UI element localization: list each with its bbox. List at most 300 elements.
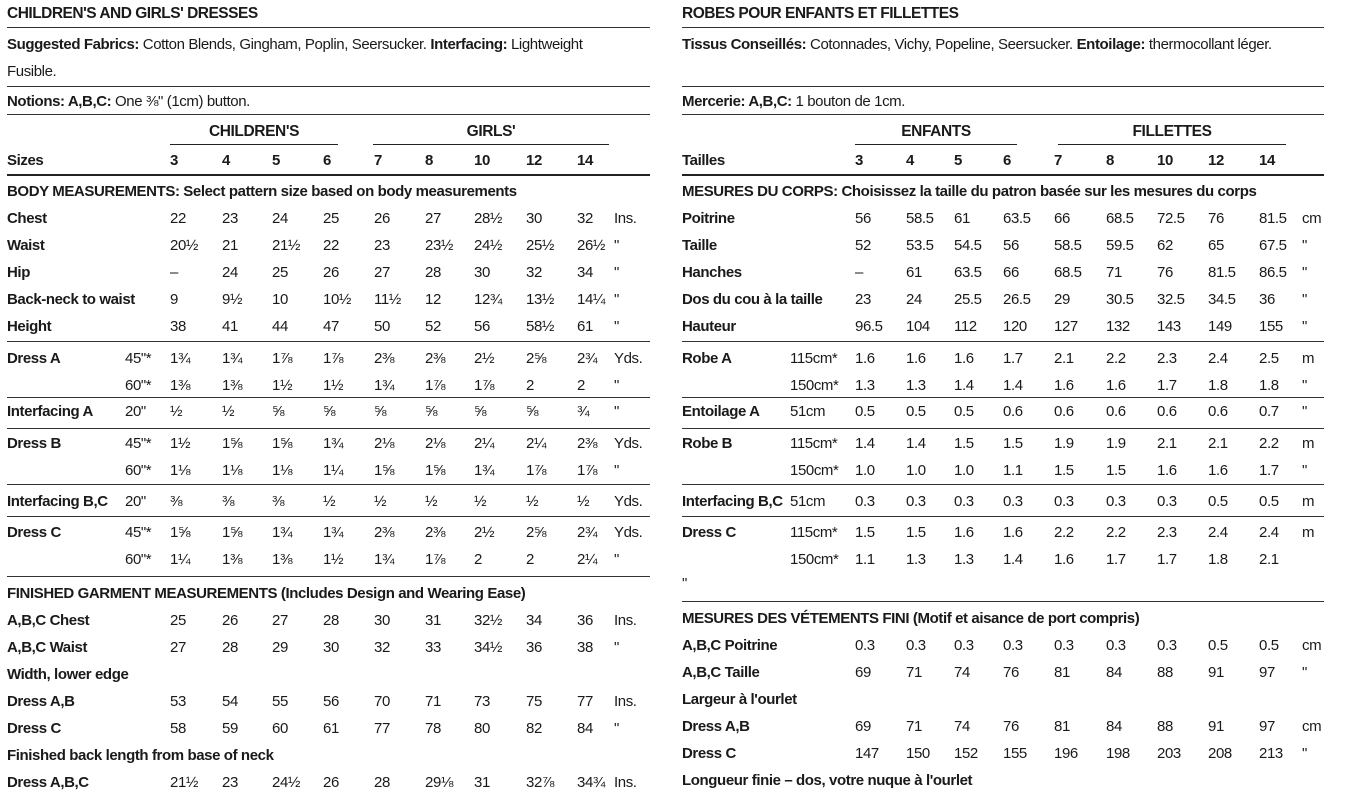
size-column-header: 4 (906, 152, 914, 169)
row-label: Hip (7, 264, 30, 281)
row-label: Poitrine (682, 210, 735, 227)
table-row (682, 740, 1324, 767)
cell-value: 56 (855, 210, 871, 227)
cell-value: 1¾ (474, 462, 495, 479)
cell-value: 65 (1208, 237, 1224, 254)
cell-value: 2⅜ (425, 524, 446, 541)
english-size-chart (7, 0, 650, 796)
table-row (7, 398, 650, 425)
cell-value: 27 (272, 612, 288, 629)
row-label: Interfacing B,C (682, 493, 783, 510)
row-label: Dos du cou à la taille (682, 291, 823, 308)
cell-value: 80 (474, 720, 490, 737)
table-row (682, 313, 1324, 340)
section-heading (682, 605, 1324, 632)
unit-label: " (614, 639, 619, 656)
cell-value: 1.6 (1157, 462, 1177, 479)
cell-value: 25½ (526, 237, 554, 254)
cell-value: 1⅝ (222, 524, 243, 541)
unit-label: " (614, 291, 619, 308)
cell-value: 1.8 (1259, 377, 1279, 394)
cell-value: 38 (577, 639, 593, 656)
cell-value: 213 (1259, 745, 1283, 762)
cell-value: 2⅛ (425, 435, 446, 452)
fabric-width: 51cm (790, 493, 826, 510)
cell-value: 2⅝ (526, 350, 547, 367)
unit-label: " (1302, 264, 1307, 281)
section-heading (682, 178, 1324, 205)
cell-value: – (170, 264, 178, 281)
cell-value: 52 (425, 318, 441, 335)
cell-value: 0.6 (1003, 403, 1023, 420)
table-row (7, 488, 650, 515)
divider (682, 484, 1324, 485)
cell-value: ⅝ (323, 403, 336, 420)
cell-value: 20½ (170, 237, 198, 254)
cell-value: 1.5 (1003, 435, 1023, 452)
divider (7, 576, 650, 577)
table-row (682, 546, 1324, 573)
unit-label: " (1302, 462, 1307, 479)
section-heading (682, 767, 1324, 794)
cell-value: 0.5 (1259, 493, 1279, 510)
cell-value: ½ (526, 493, 539, 510)
cell-value: 61 (906, 264, 922, 281)
table-row (682, 372, 1324, 399)
divider (682, 27, 1324, 28)
cell-value: 58 (170, 720, 186, 737)
row-label: Height (7, 318, 52, 335)
cell-value: 34¾ (577, 774, 605, 791)
cell-value: 26.5 (1003, 291, 1031, 308)
fabric-width: 60"* (125, 462, 152, 479)
cell-value: 0.3 (1003, 637, 1023, 654)
cell-value: 1.5 (855, 524, 875, 541)
unit-label: " (1302, 745, 1307, 762)
row-label: A,B,C Chest (7, 612, 90, 629)
group-header-girls: FILLETTES (1058, 120, 1286, 145)
cell-value: 1¼ (323, 462, 344, 479)
cell-value: 91 (1208, 664, 1224, 681)
cell-value: ⅝ (474, 403, 487, 420)
table-row (682, 232, 1324, 259)
divider (682, 114, 1324, 115)
cell-value: 97 (1259, 664, 1275, 681)
cell-value: 1.5 (1106, 462, 1126, 479)
cell-value: 31 (474, 774, 490, 791)
notions-note: Notions: A,B,C: One ⅜" (1cm) button. (7, 93, 250, 110)
cell-value: 26 (323, 264, 339, 281)
cell-value: 1.3 (906, 377, 926, 394)
unit-label: " (614, 403, 619, 420)
cell-value: 1¾ (374, 377, 395, 394)
unit-label: Yds. (614, 435, 643, 452)
cell-value: 2.2 (1106, 524, 1126, 541)
cell-value: 27 (374, 264, 390, 281)
cell-value: 1⅞ (526, 462, 547, 479)
cell-value: 77 (374, 720, 390, 737)
cell-value: 1.6 (906, 350, 926, 367)
cell-value: 32⅞ (526, 774, 554, 791)
cell-value: 11½ (374, 291, 401, 308)
cell-value: 28 (425, 264, 441, 281)
cell-value: 56 (323, 693, 339, 710)
section-heading (7, 178, 650, 205)
cell-value: 24 (222, 264, 238, 281)
cell-value: 1⅝ (222, 435, 243, 452)
fabric-width: 115cm* (790, 524, 838, 541)
size-column-header: 12 (526, 152, 542, 169)
cell-value: ½ (323, 493, 336, 510)
cell-value: 54 (222, 693, 238, 710)
divider (7, 341, 650, 342)
fabric-width: 60"* (125, 377, 152, 394)
cell-value: 63.5 (1003, 210, 1031, 227)
cell-value: 41 (222, 318, 238, 335)
row-label: Dress C (682, 745, 736, 762)
divider (7, 484, 650, 485)
cell-value: 1.3 (855, 377, 875, 394)
cell-value: 2⅜ (425, 350, 446, 367)
cell-value: ⅝ (425, 403, 438, 420)
cell-value: 2⅜ (374, 524, 395, 541)
cell-value: 1⅜ (272, 551, 293, 568)
cell-value: 2.4 (1259, 524, 1279, 541)
row-label: Robe B (682, 435, 733, 452)
unit-label: " (614, 318, 619, 335)
cell-value: 21 (222, 237, 238, 254)
cell-value: 67.5 (1259, 237, 1287, 254)
cell-value: 1.6 (1003, 524, 1023, 541)
table-row (7, 634, 650, 661)
cell-value: 1.9 (1106, 435, 1126, 452)
cell-value: 81 (1054, 718, 1070, 735)
cell-value: 23 (374, 237, 390, 254)
cell-value: 97 (1259, 718, 1275, 735)
fabric-width: 150cm* (790, 551, 839, 568)
cell-value: 1⅛ (170, 462, 191, 479)
cell-value: 1.3 (906, 551, 926, 568)
fabrics-note: Tissus Conseillés: Cotonnades, Vichy, Popeline, Seersucker. Entoilage: thermocollant léger. (682, 36, 1272, 53)
cell-value: 13½ (526, 291, 554, 308)
cell-value: 1.4 (1003, 377, 1023, 394)
fabric-width: 115cm* (790, 435, 838, 452)
cell-value: 23 (222, 774, 238, 791)
cell-value: 68.5 (1106, 210, 1134, 227)
cell-value: 2½ (474, 524, 495, 541)
row-label: Dress A,B (7, 693, 75, 710)
cell-value: 96.5 (855, 318, 883, 335)
cell-value: 1¾ (222, 350, 243, 367)
table-row (7, 457, 650, 484)
cell-value: 203 (1157, 745, 1181, 762)
cell-value: 32 (526, 264, 542, 281)
chart-title: CHILDREN'S AND GIRLS' DRESSES (7, 5, 258, 22)
cell-value: 1¾ (323, 435, 344, 452)
unit-label: " (1302, 237, 1307, 254)
cell-value: 34½ (474, 639, 502, 656)
cell-value: 58½ (526, 318, 554, 335)
sizes-header-row (7, 147, 650, 174)
cell-value: 0.3 (855, 637, 875, 654)
cell-value: 0.5 (1208, 493, 1228, 510)
length-heading: Longueur finie – dos, votre nuque à l'ourlet (682, 772, 973, 789)
unit-label: " (1302, 377, 1307, 394)
cell-value: 75 (526, 693, 542, 710)
cell-value: 61 (954, 210, 970, 227)
cell-value: 2.1 (1259, 551, 1279, 568)
cell-value: 2.1 (1157, 435, 1177, 452)
stray-mark (682, 570, 1324, 597)
cell-value: 0.3 (1106, 493, 1126, 510)
cell-value: ½ (374, 493, 387, 510)
divider (682, 86, 1324, 87)
cell-value: 0.5 (906, 403, 926, 420)
table-row (682, 345, 1324, 372)
cell-value: 1⅝ (374, 462, 395, 479)
cell-value: 208 (1208, 745, 1232, 762)
cell-value: 58.5 (906, 210, 934, 227)
cell-value: ½ (577, 493, 590, 510)
size-column-header: 8 (1106, 152, 1114, 169)
cell-value: 1.5 (906, 524, 926, 541)
row-label: Hauteur (682, 318, 736, 335)
cell-value: 1⅜ (222, 377, 243, 394)
sizes-label: Tailles (682, 152, 725, 169)
size-column-header: 14 (1259, 152, 1275, 169)
cell-value: 74 (954, 664, 970, 681)
cell-value: 0.3 (906, 637, 926, 654)
cell-value: 0.5 (954, 403, 974, 420)
cell-value: 22 (170, 210, 186, 227)
cell-value: 88 (1157, 718, 1173, 735)
section-heading (682, 686, 1324, 713)
cell-value: 30 (323, 639, 339, 656)
cell-value: ⅜ (170, 493, 183, 510)
cell-value: 12¾ (474, 291, 502, 308)
divider (682, 428, 1324, 429)
cell-value: 1½ (323, 377, 344, 394)
cell-value: 1.6 (1208, 462, 1228, 479)
cell-value: 1.4 (855, 435, 875, 452)
width-heading: Largeur à l'ourlet (682, 691, 797, 708)
stray-mark: " (682, 575, 687, 592)
unit-label: m (1302, 493, 1315, 510)
cell-value: 1.7 (1157, 377, 1177, 394)
cell-value: 1.4 (906, 435, 926, 452)
table-row (7, 430, 650, 457)
cell-value: 1⅞ (425, 377, 446, 394)
cell-value: 77 (577, 693, 593, 710)
cell-value: 55 (272, 693, 288, 710)
cell-value: ⅝ (374, 403, 387, 420)
cell-value: 74 (954, 718, 970, 735)
cell-value: 82 (526, 720, 542, 737)
cell-value: 2.4 (1208, 524, 1228, 541)
divider (682, 516, 1324, 517)
size-column-header: 12 (1208, 152, 1224, 169)
finished-measurements-heading: FINISHED GARMENT MEASUREMENTS (Includes Design and Wearing Ease) (7, 585, 526, 602)
notions-note: Mercerie: A,B,C: 1 bouton de 1cm. (682, 93, 906, 110)
cell-value: 1⅞ (323, 350, 344, 367)
row-label: Chest (7, 210, 47, 227)
cell-value: 71 (906, 718, 922, 735)
row-label: Dress A,B,C (7, 774, 89, 791)
cell-value: 50 (374, 318, 390, 335)
fabric-width: 45"* (125, 350, 152, 367)
row-label: A,B,C Waist (7, 639, 88, 656)
fabric-width: 150cm* (790, 377, 839, 394)
cell-value: 76 (1157, 264, 1173, 281)
cell-value: 2⅜ (374, 350, 395, 367)
cell-value: 2⅜ (577, 435, 598, 452)
table-row (682, 205, 1324, 232)
table-row (7, 259, 650, 286)
section-heading (7, 661, 650, 688)
cell-value: 25 (272, 264, 288, 281)
cell-value: 1⅞ (577, 462, 598, 479)
cell-value: 9½ (222, 291, 243, 308)
unit-label: " (614, 264, 619, 281)
cell-value: 34 (526, 612, 542, 629)
cell-value: 149 (1208, 318, 1232, 335)
cell-value: 1⅞ (272, 350, 293, 367)
row-label: Hanches (682, 264, 742, 281)
cell-value: 1⅝ (170, 524, 191, 541)
cell-value: 2½ (474, 350, 495, 367)
cell-value: 2¾ (577, 350, 598, 367)
row-label: Dress A (7, 350, 61, 367)
cell-value: 1.7 (1003, 350, 1023, 367)
length-heading: Finished back length from base of neck (7, 747, 274, 764)
cell-value: 63.5 (954, 264, 982, 281)
cell-value: ¾ (577, 403, 590, 420)
cell-value: 24½ (272, 774, 300, 791)
row-label: Entoilage A (682, 403, 760, 420)
cell-value: 71 (906, 664, 922, 681)
row-label: A,B,C Taille (682, 664, 760, 681)
cell-value: 1.1 (1003, 462, 1023, 479)
cell-value: 2.4 (1208, 350, 1228, 367)
divider (7, 428, 650, 429)
cell-value: 1.6 (1054, 551, 1074, 568)
cell-value: 0.3 (1054, 493, 1074, 510)
body-measurements-heading: BODY MEASUREMENTS: Select pattern size based on body measurements (7, 183, 517, 200)
cell-value: 32 (577, 210, 593, 227)
row-label: A,B,C Poitrine (682, 637, 778, 654)
cell-value: 155 (1003, 745, 1027, 762)
cell-value: 2¼ (577, 551, 598, 568)
size-column-header: 3 (855, 152, 863, 169)
cell-value: 2.1 (1054, 350, 1074, 367)
cell-value: 1.7 (1157, 551, 1177, 568)
cell-value: 25 (170, 612, 186, 629)
cell-value: ⅝ (526, 403, 539, 420)
cell-value: 31 (425, 612, 441, 629)
cell-value: 81.5 (1208, 264, 1236, 281)
cell-value: 68.5 (1054, 264, 1082, 281)
cell-value: 127 (1054, 318, 1078, 335)
cell-value: 29⅛ (425, 774, 453, 791)
cell-value: 198 (1106, 745, 1130, 762)
cell-value: 24½ (474, 237, 502, 254)
size-column-header: 14 (577, 152, 593, 169)
cell-value: 147 (855, 745, 879, 762)
row-label: Dress C (682, 524, 736, 541)
cell-value: 0.3 (1157, 637, 1177, 654)
cell-value: 61 (323, 720, 339, 737)
cell-value: 1.7 (1106, 551, 1126, 568)
size-column-header: 5 (954, 152, 962, 169)
row-label: Dress B (7, 435, 61, 452)
cell-value: 72.5 (1157, 210, 1185, 227)
cell-value: 24 (906, 291, 922, 308)
cell-value: 2¼ (526, 435, 547, 452)
cell-value: 30 (526, 210, 542, 227)
cell-value: 0.3 (954, 493, 974, 510)
cell-value: 0.6 (1054, 403, 1074, 420)
cell-value: 1¾ (170, 350, 191, 367)
unit-label: Ins. (614, 774, 637, 791)
size-column-header: 7 (1054, 152, 1062, 169)
cell-value: 84 (1106, 718, 1122, 735)
cell-value: 36 (1259, 291, 1275, 308)
cell-value: 2⅛ (374, 435, 395, 452)
size-column-header: 10 (1157, 152, 1173, 169)
cell-value: 2¼ (474, 435, 495, 452)
fabric-width: 20" (125, 493, 146, 510)
cell-value: 61 (577, 318, 593, 335)
cell-value: 152 (954, 745, 978, 762)
cell-value: 2 (526, 377, 534, 394)
cell-value: 1⅜ (170, 377, 191, 394)
unit-label: m (1302, 350, 1315, 367)
group-header-girls: GIRLS' (373, 120, 609, 145)
cell-value: 36 (526, 639, 542, 656)
fabric-width: 45"* (125, 435, 152, 452)
cell-value: 69 (855, 664, 871, 681)
cell-value: 56 (474, 318, 490, 335)
cell-value: 1.8 (1208, 377, 1228, 394)
size-column-header: 4 (222, 152, 230, 169)
cell-value: 86.5 (1259, 264, 1287, 281)
cell-value: 1½ (170, 435, 191, 452)
cell-value: ½ (425, 493, 438, 510)
cell-value: 0.6 (1157, 403, 1177, 420)
cell-value: 1.5 (1054, 462, 1074, 479)
table-row (7, 715, 650, 742)
table-row (7, 286, 650, 313)
divider (7, 174, 650, 176)
cell-value: ½ (474, 493, 487, 510)
cell-value: 34 (577, 264, 593, 281)
cell-value: 26½ (577, 237, 605, 254)
cell-value: 1⅛ (222, 462, 243, 479)
cell-value: 1.6 (1106, 377, 1126, 394)
cell-value: – (855, 264, 863, 281)
cell-value: 32.5 (1157, 291, 1185, 308)
cell-value: 28 (374, 774, 390, 791)
divider (7, 86, 650, 87)
cell-value: 1⅞ (425, 551, 446, 568)
cell-value: 132 (1106, 318, 1130, 335)
cell-value: 9 (170, 291, 178, 308)
cell-value: 32½ (474, 612, 502, 629)
cell-value: 2.3 (1157, 524, 1177, 541)
unit-label: Ins. (614, 210, 637, 227)
row-label: Robe A (682, 350, 732, 367)
cell-value: 53 (170, 693, 186, 710)
